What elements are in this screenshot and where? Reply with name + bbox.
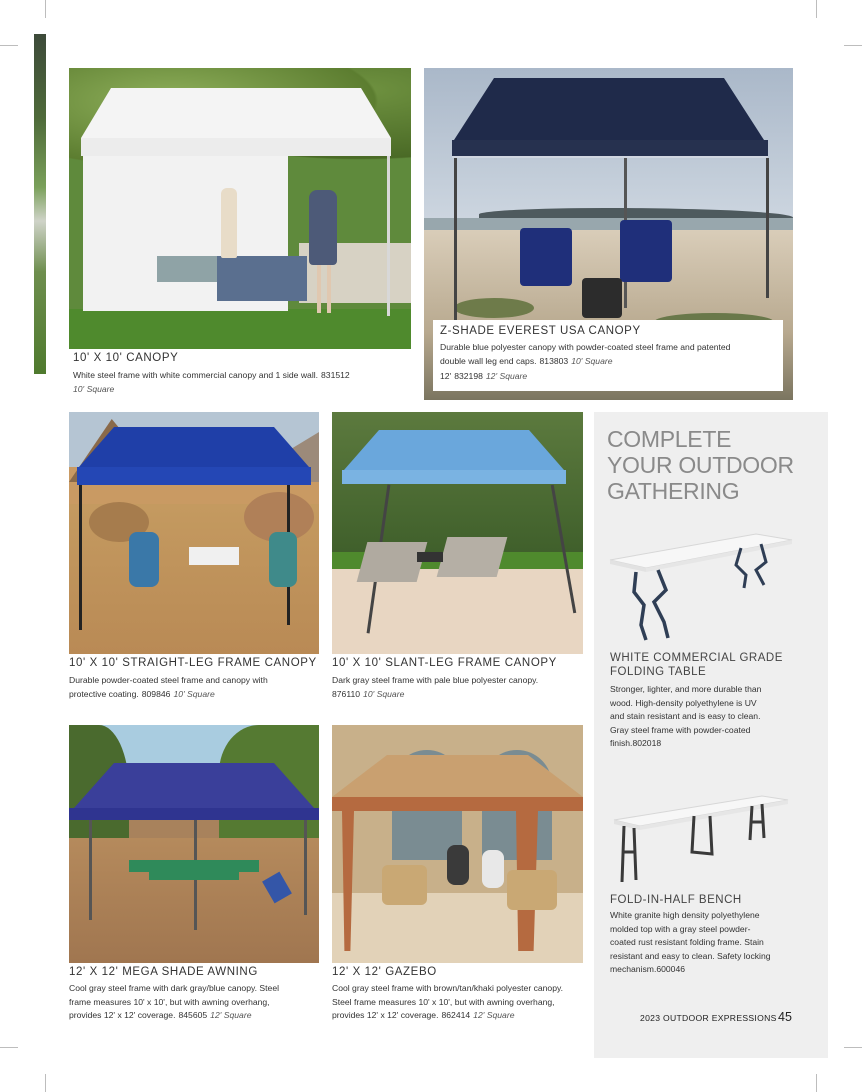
folding-table-title-line: WHITE COMMERCIAL GRADE: [610, 652, 783, 664]
mega-shade-photo: [69, 725, 319, 963]
folding-table-title-line: FOLDING TABLE: [610, 666, 707, 678]
straight-leg-title: 10' X 10' STRAIGHT-LEG FRAME CANOPY: [69, 657, 317, 669]
slant-leg-photo: [332, 412, 583, 654]
gazebo-desc-line3: provides 12' x 12' coverage.: [332, 1010, 439, 1020]
gazebo-desc-line1: Cool gray steel frame with brown/tan/khaki polyester canopy.: [332, 983, 564, 993]
bench-desc-line: coated rust resistant folding frame. Stain: [610, 937, 764, 947]
bench-image: [612, 792, 792, 887]
slant-leg-title: 10' X 10' SLANT-LEG FRAME CANOPY: [332, 657, 557, 669]
sidebar-heading: [607, 426, 817, 504]
bench-sku: 600046: [656, 964, 686, 974]
z-shade-alt-sku: 832198: [454, 371, 483, 381]
bench-desc-line: White granite high density polyethylene: [610, 910, 760, 920]
mega-shade-desc-line2: frame measures 10' x 10', but with awning overhang,: [69, 996, 270, 1007]
page-number: 45: [778, 1010, 792, 1024]
page-bleed-strip: [34, 34, 46, 374]
mega-shade-desc-line3: provides 12' x 12' coverage.: [69, 1010, 176, 1020]
gazebo-description: [332, 982, 590, 1023]
gazebo-title: 12' X 12' GAZEBO: [332, 966, 437, 978]
sidebar-heading-line: YOUR OUTDOOR: [607, 452, 794, 478]
mega-shade-title: 12' X 12' MEGA SHADE AWNING: [69, 966, 258, 978]
bench-desc-line: mechanism.: [610, 964, 657, 974]
gazebo-desc-line2: Steel frame measures 10' x 10', but with awning overhang,: [332, 996, 555, 1007]
canopy-10x10-title: 10' X 10' CANOPY: [73, 352, 179, 364]
slant-leg-sku: 876110: [332, 688, 361, 699]
z-shade-alt-size-label: 12' Square: [485, 371, 528, 381]
z-shade-alt-size: [440, 370, 780, 384]
bench-title: FOLD-IN-HALF BENCH: [610, 894, 742, 906]
crop-mark: [844, 1047, 862, 1048]
crop-mark: [0, 1047, 18, 1048]
z-shade-desc-line1: Durable blue polyester canopy with powder-coated steel frame and patented: [440, 342, 731, 352]
footer-label: 2023 OUTDOOR EXPRESSIONS: [640, 1013, 777, 1023]
mega-shade-description: [69, 982, 324, 1023]
straight-leg-description: [69, 674, 319, 701]
crop-mark: [816, 0, 817, 18]
folding-table-desc-line: finish.: [610, 738, 633, 748]
z-shade-alt-label: 12': [440, 371, 452, 381]
crop-mark: [0, 45, 18, 46]
canopy-10x10-size: 10' Square: [73, 383, 115, 394]
mega-shade-sku: 845605: [178, 1010, 208, 1020]
sidebar-heading-line: GATHERING: [607, 478, 740, 504]
straight-leg-size: 10' Square: [173, 688, 215, 699]
bench-description: [610, 909, 792, 977]
folding-table-sku: 802018: [632, 738, 662, 748]
crop-mark: [844, 45, 862, 46]
bench-desc-line: resistant and easy to clean. Safety locking: [610, 950, 771, 961]
gazebo-size: 12' Square: [473, 1010, 515, 1020]
z-shade-sku: 813803: [539, 355, 569, 366]
slant-leg-description: [332, 674, 587, 701]
z-shade-size: 10' Square: [571, 355, 613, 366]
z-shade-desc-line2: double wall leg end caps.: [440, 355, 537, 366]
mega-shade-desc-line1: Cool gray steel frame with dark gray/blue canopy. Steel: [69, 983, 280, 993]
folding-table-desc-line: and stain resistant and is easy to clean.: [610, 711, 761, 721]
straight-leg-photo: [69, 412, 319, 654]
crop-mark: [816, 1074, 817, 1092]
bench-desc-line: molded top with a gray steel powder-: [610, 923, 751, 934]
canopy-10x10-photo: [69, 68, 411, 349]
folding-table-description: [610, 683, 792, 751]
gazebo-sku: 862414: [441, 1010, 471, 1020]
straight-leg-desc-line1: Durable powder-coated steel frame and canopy with: [69, 675, 268, 685]
folding-table-desc-line: Stronger, lighter, and more durable than: [610, 684, 762, 694]
gazebo-photo: [332, 725, 583, 963]
z-shade-description: [440, 341, 780, 368]
folding-table-desc-line: wood. High-density polyethylene is UV: [610, 697, 757, 708]
canopy-10x10-description: [73, 369, 403, 396]
slant-leg-desc-line1: Dark gray steel frame with pale blue polyester canopy.: [332, 675, 539, 685]
folding-table-desc-line: Gray steel frame with powder-coated: [610, 724, 751, 735]
slant-leg-size: 10' Square: [363, 688, 405, 699]
folding-table-image: [606, 530, 796, 645]
canopy-10x10-desc-line1: White steel frame with white commercial canopy and 1 side wall.: [73, 370, 319, 380]
z-shade-title: Z-SHADE EVEREST USA CANOPY: [440, 325, 641, 337]
sidebar-panel: [594, 412, 828, 1058]
sidebar-heading-line: COMPLETE: [607, 426, 732, 452]
crop-mark: [45, 0, 46, 18]
canopy-10x10-sku: 831512: [321, 370, 350, 380]
straight-leg-desc-line2: protective coating.: [69, 688, 139, 699]
crop-mark: [45, 1074, 46, 1092]
mega-shade-size: 12' Square: [210, 1010, 252, 1020]
straight-leg-sku: 809846: [141, 688, 171, 699]
folding-table-title: [610, 651, 810, 679]
